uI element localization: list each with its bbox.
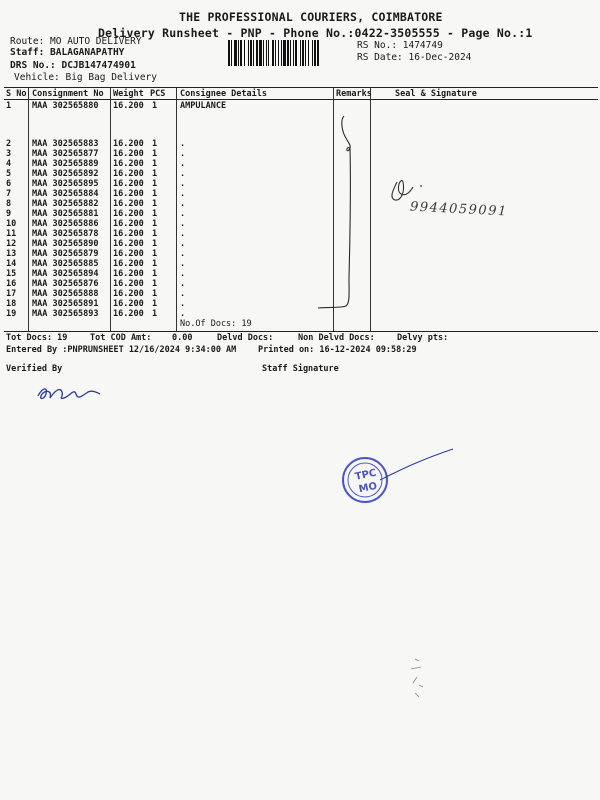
cell-weight: 16.200 [113, 209, 144, 219]
drs-number: DRS No.: DCJB147474901 [10, 60, 136, 71]
cell-weight: 16.200 [113, 139, 144, 149]
cell-consignment-no: MAA 302565891 [32, 299, 99, 309]
cell-consignee-details: . [180, 159, 186, 169]
total-docs: Tot Docs: 19 [6, 333, 68, 343]
cell-sno: 16 [6, 279, 17, 289]
cell-consignee-details: . [180, 279, 186, 289]
cell-consignee-details: . [180, 239, 186, 249]
table-row [0, 309, 330, 319]
total-cod-value: 0.00 [172, 333, 193, 343]
cell-weight: 16.200 [113, 159, 144, 169]
cell-consignee-details: . [180, 149, 186, 159]
cell-weight: 16.200 [113, 269, 144, 279]
company-name: THE PROFESSIONAL COURIERS, COIMBATORE [179, 10, 443, 24]
cell-consignee-details: . [180, 309, 186, 319]
col-header-remarks: Remarks [336, 89, 372, 99]
cell-consignment-no: MAA 302565882 [32, 199, 99, 209]
cell-sno: 8 [6, 199, 12, 209]
col-header-consignee: Consignee Details [180, 89, 267, 99]
pencil-mark [405, 655, 435, 700]
table-row [0, 279, 330, 289]
handwritten-signature-mark [385, 172, 545, 227]
verified-by-label: Verified By [6, 364, 63, 374]
cell-sno: 13 [6, 249, 17, 259]
cell-sno: 4 [6, 159, 12, 169]
stamp-text-tpc: TPC [354, 467, 378, 483]
table-row [0, 259, 330, 269]
cell-consignment-no: MAA 302565876 [32, 279, 99, 289]
col-header-seal-signature: Seal & Signature [395, 89, 477, 99]
printed-on: Printed on: 16-12-2024 09:58:29 [258, 345, 417, 355]
cell-weight: 16.200 [113, 289, 144, 299]
cell-pcs: 1 [152, 239, 158, 249]
cell-weight: 16.200 [113, 101, 144, 111]
col-header-consignment: Consignment No [32, 89, 104, 99]
cell-consignment-no: MAA 302565889 [32, 159, 99, 169]
company-stamp [335, 445, 455, 515]
cell-pcs: 1 [152, 299, 158, 309]
cell-sno: 9 [6, 209, 12, 219]
table-row [0, 249, 330, 259]
cell-sno: 12 [6, 239, 17, 249]
cell-pcs: 1 [152, 179, 158, 189]
table-row [0, 269, 330, 279]
cell-consignee-details: . [180, 199, 186, 209]
cell-weight: 16.200 [113, 199, 144, 209]
cell-pcs: 1 [152, 289, 158, 299]
cell-sno: 2 [6, 139, 12, 149]
stamp-text-mo: MO [357, 480, 379, 496]
cell-consignee-details: . [180, 259, 186, 269]
table-header-rule [4, 99, 598, 100]
cell-consignee-details: . [180, 289, 186, 299]
staff-signature-label: Staff Signature [262, 364, 339, 374]
cell-sno: 19 [6, 309, 17, 319]
cell-pcs: 1 [152, 269, 158, 279]
cell-consignment-no: MAA 302565881 [32, 209, 99, 219]
total-cod-label: Tot COD Amt: [90, 333, 152, 343]
table-row [0, 219, 330, 229]
cell-consignee-details: . [180, 169, 186, 179]
vehicle-label: Vehicle: Big Bag Delivery [14, 72, 157, 83]
cell-weight: 16.200 [113, 149, 144, 159]
cell-pcs: 1 [152, 279, 158, 289]
cell-pcs: 1 [152, 149, 158, 159]
cell-weight: 16.200 [113, 229, 144, 239]
table-row [0, 139, 330, 149]
table-row [0, 101, 330, 111]
cell-consignment-no: MAA 302565880 [32, 101, 99, 111]
cell-sno: 14 [6, 259, 17, 269]
cell-consignee-details: . [180, 139, 186, 149]
cell-consignee-details: . [180, 299, 186, 309]
cell-consignee-details: . [180, 249, 186, 259]
cell-weight: 16.200 [113, 259, 144, 269]
table-bottom-rule [4, 331, 598, 332]
cell-consignee-details: . [180, 269, 186, 279]
cell-sno: 7 [6, 189, 12, 199]
cell-consignee-details: AMPULANCE [180, 101, 227, 111]
cell-consignment-no: MAA 302565886 [32, 219, 99, 229]
cell-pcs: 1 [152, 309, 158, 319]
table-row [0, 199, 330, 209]
cell-pcs: 1 [152, 249, 158, 259]
table-row [0, 299, 330, 309]
cell-pcs: 1 [152, 229, 158, 239]
cell-weight: 16.200 [113, 189, 144, 199]
cell-pcs: 1 [152, 169, 158, 179]
cell-consignment-no: MAA 302565878 [32, 229, 99, 239]
rs-number: RS No.: 1474749 [357, 40, 443, 51]
handwritten-phone: 9944059091 [409, 199, 509, 220]
cell-weight: 16.200 [113, 239, 144, 249]
cell-consignment-no: MAA 302565884 [32, 189, 99, 199]
non-delivered-docs: Non Delvd Docs: [298, 333, 375, 343]
cell-consignee-details: . [180, 189, 186, 199]
cell-sno: 11 [6, 229, 17, 239]
cell-pcs: 1 [152, 219, 158, 229]
col-header-weight: Weight [113, 89, 144, 99]
cell-consignee-details: . [180, 229, 186, 239]
cell-sno: 6 [6, 179, 12, 189]
cell-sno: 17 [6, 289, 17, 299]
rs-date: RS Date: 16-Dec-2024 [357, 52, 472, 63]
cell-consignment-no: MAA 302565893 [32, 309, 99, 319]
cell-consignment-no: MAA 302565877 [32, 149, 99, 159]
cell-consignment-no: MAA 302565885 [32, 259, 99, 269]
cell-sno: 10 [6, 219, 17, 229]
cell-pcs: 1 [152, 159, 158, 169]
table-row [0, 289, 330, 299]
delivery-points: Delvy pts: [397, 333, 449, 343]
route-label: Route: MO AUTO DELIVERY [10, 36, 142, 47]
cell-sno: 3 [6, 149, 12, 159]
table-row [0, 229, 330, 239]
table-row [0, 179, 330, 189]
cell-pcs: 1 [152, 101, 158, 111]
cell-sno: 18 [6, 299, 17, 309]
cell-sno: 5 [6, 169, 12, 179]
entered-by: Entered By :PNPRUNSHEET 12/16/2024 9:34:00 AM [6, 345, 237, 355]
cell-consignee-details: . [180, 179, 186, 189]
cell-pcs: 1 [152, 139, 158, 149]
table-row [0, 189, 330, 199]
cell-weight: 16.200 [113, 169, 144, 179]
cell-weight: 16.200 [113, 249, 144, 259]
cell-consignment-no: MAA 302565888 [32, 289, 99, 299]
table-top-rule [4, 87, 598, 88]
cell-pcs: 1 [152, 189, 158, 199]
cell-pcs: 1 [152, 199, 158, 209]
remarks-signature-stroke [316, 108, 366, 318]
table-row [0, 239, 330, 249]
col-divider [370, 88, 371, 331]
table-row [0, 209, 330, 219]
verifier-signature [34, 378, 104, 406]
cell-consignee-details: . [180, 209, 186, 219]
cell-consignment-no: MAA 302565879 [32, 249, 99, 259]
cell-weight: 16.200 [113, 299, 144, 309]
cell-consignee-details: . [180, 219, 186, 229]
cell-sno: 15 [6, 269, 17, 279]
cell-pcs: 1 [152, 259, 158, 269]
runsheet-title: Delivery Runsheet - PNP - Phone No.:0422-3505555 - Page No.:1 [98, 26, 533, 40]
staff-label: Staff: BALAGANAPATHY [10, 47, 125, 58]
col-header-sno: S No [6, 89, 27, 99]
cell-consignment-no: MAA 302565892 [32, 169, 99, 179]
col-header-pcs: PCS [150, 89, 166, 99]
cell-consignment-no: MAA 302565894 [32, 269, 99, 279]
table-row [0, 169, 330, 179]
delivered-docs: Delvd Docs: [217, 333, 274, 343]
table-row [0, 149, 330, 159]
cell-weight: 16.200 [113, 179, 144, 189]
table-row [0, 159, 330, 169]
cell-consignment-no: MAA 302565890 [32, 239, 99, 249]
barcode [228, 40, 354, 66]
cell-consignment-no: MAA 302565895 [32, 179, 99, 189]
cell-sno: 1 [6, 101, 12, 111]
no-of-docs: No.Of Docs: 19 [180, 319, 252, 329]
cell-weight: 16.200 [113, 309, 144, 319]
cell-weight: 16.200 [113, 279, 144, 289]
cell-weight: 16.200 [113, 219, 144, 229]
cell-pcs: 1 [152, 209, 158, 219]
cell-consignment-no: MAA 302565883 [32, 139, 99, 149]
